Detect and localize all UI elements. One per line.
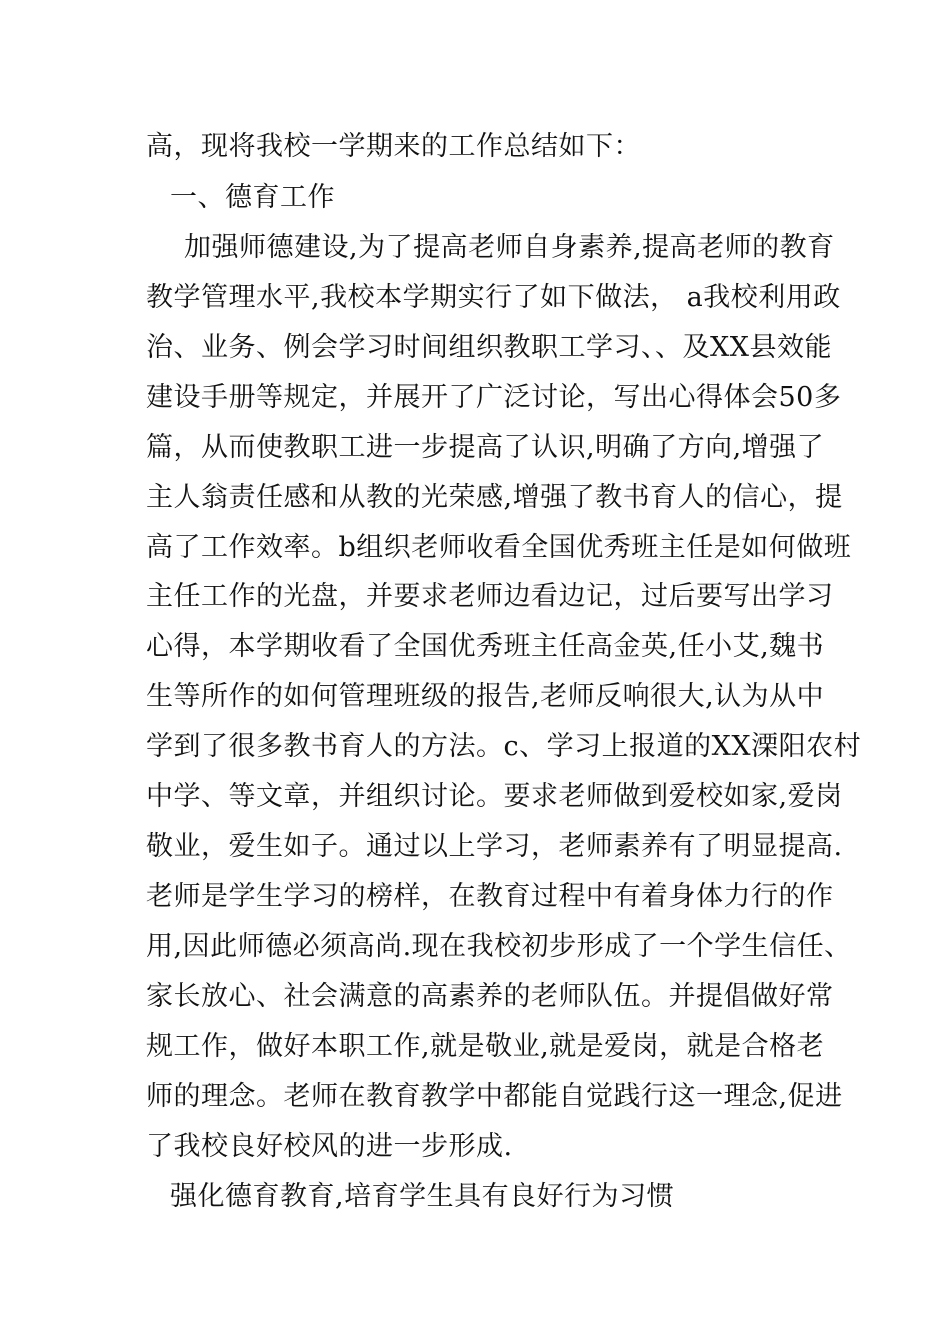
subheading-moral-habits: 强化德育教育,培育学生具有良好行为习惯 (170, 1181, 675, 1212)
text-line: 用,因此师德必须高尚.现在我校初步形成了一个学生信任、 (146, 931, 852, 962)
text-line: 了我校良好校风的进一步形成. (146, 1131, 513, 1162)
text-line: 加强师德建设,为了提高老师自身素养,提高老师的教育 (184, 232, 835, 263)
text-line: 高了工作效率。b组织老师收看全国优秀班主任是如何做班 (146, 532, 852, 563)
text-line: 规工作，做好本职工作,就是敬业,就是爱岗，就是合格老 (146, 1031, 825, 1062)
text-line: 师的理念。老师在教育教学中都能自觉践行这一理念,促进 (146, 1081, 843, 1112)
text-line: 主人翁责任感和从教的光荣感,增强了教书育人的信心，提 (146, 482, 843, 513)
text-line: 家长放心、社会满意的高素养的老师队伍。并提倡做好常 (146, 981, 834, 1012)
text-line: 篇，从而使教职工进一步提高了认识,明确了方向,增强了 (146, 432, 825, 463)
text-line: 敬业，爱生如子。通过以上学习，老师素养有了明显提高. (146, 831, 843, 862)
section-heading-moral-education: 一、德育工作 (170, 182, 335, 213)
text-line: 中学、等文章，并组织讨论。要求老师做到爱校如家,爱岗 (146, 781, 843, 812)
text-line: 生等所作的如何管理班级的报告,老师反响很大,认为从中 (146, 681, 825, 712)
text-line: 治、业务、例会学习时间组织教职工学习、、及XX县效能 (146, 332, 832, 363)
text-line: 老师是学生学习的榜样，在教育过程中有着身体力行的作 (146, 881, 834, 912)
text-line: 学到了很多教书育人的方法。c、学习上报道的XX溧阳农村 (146, 731, 862, 762)
text-line: 心得，本学期收看了全国优秀班主任高金英,任小艾,魏书 (146, 631, 825, 662)
text-line: 教学管理水平,我校本学期实行了如下做法， a我校利用政 (146, 282, 841, 313)
text-line: 主任工作的光盘，并要求老师边看边记，过后要写出学习 (146, 581, 834, 612)
text-line: 建设手册等规定，并展开了广泛讨论，写出心得体会50多 (146, 382, 842, 413)
text-line-summary-intro: 高，现将我校一学期来的工作总结如下： (146, 131, 641, 162)
